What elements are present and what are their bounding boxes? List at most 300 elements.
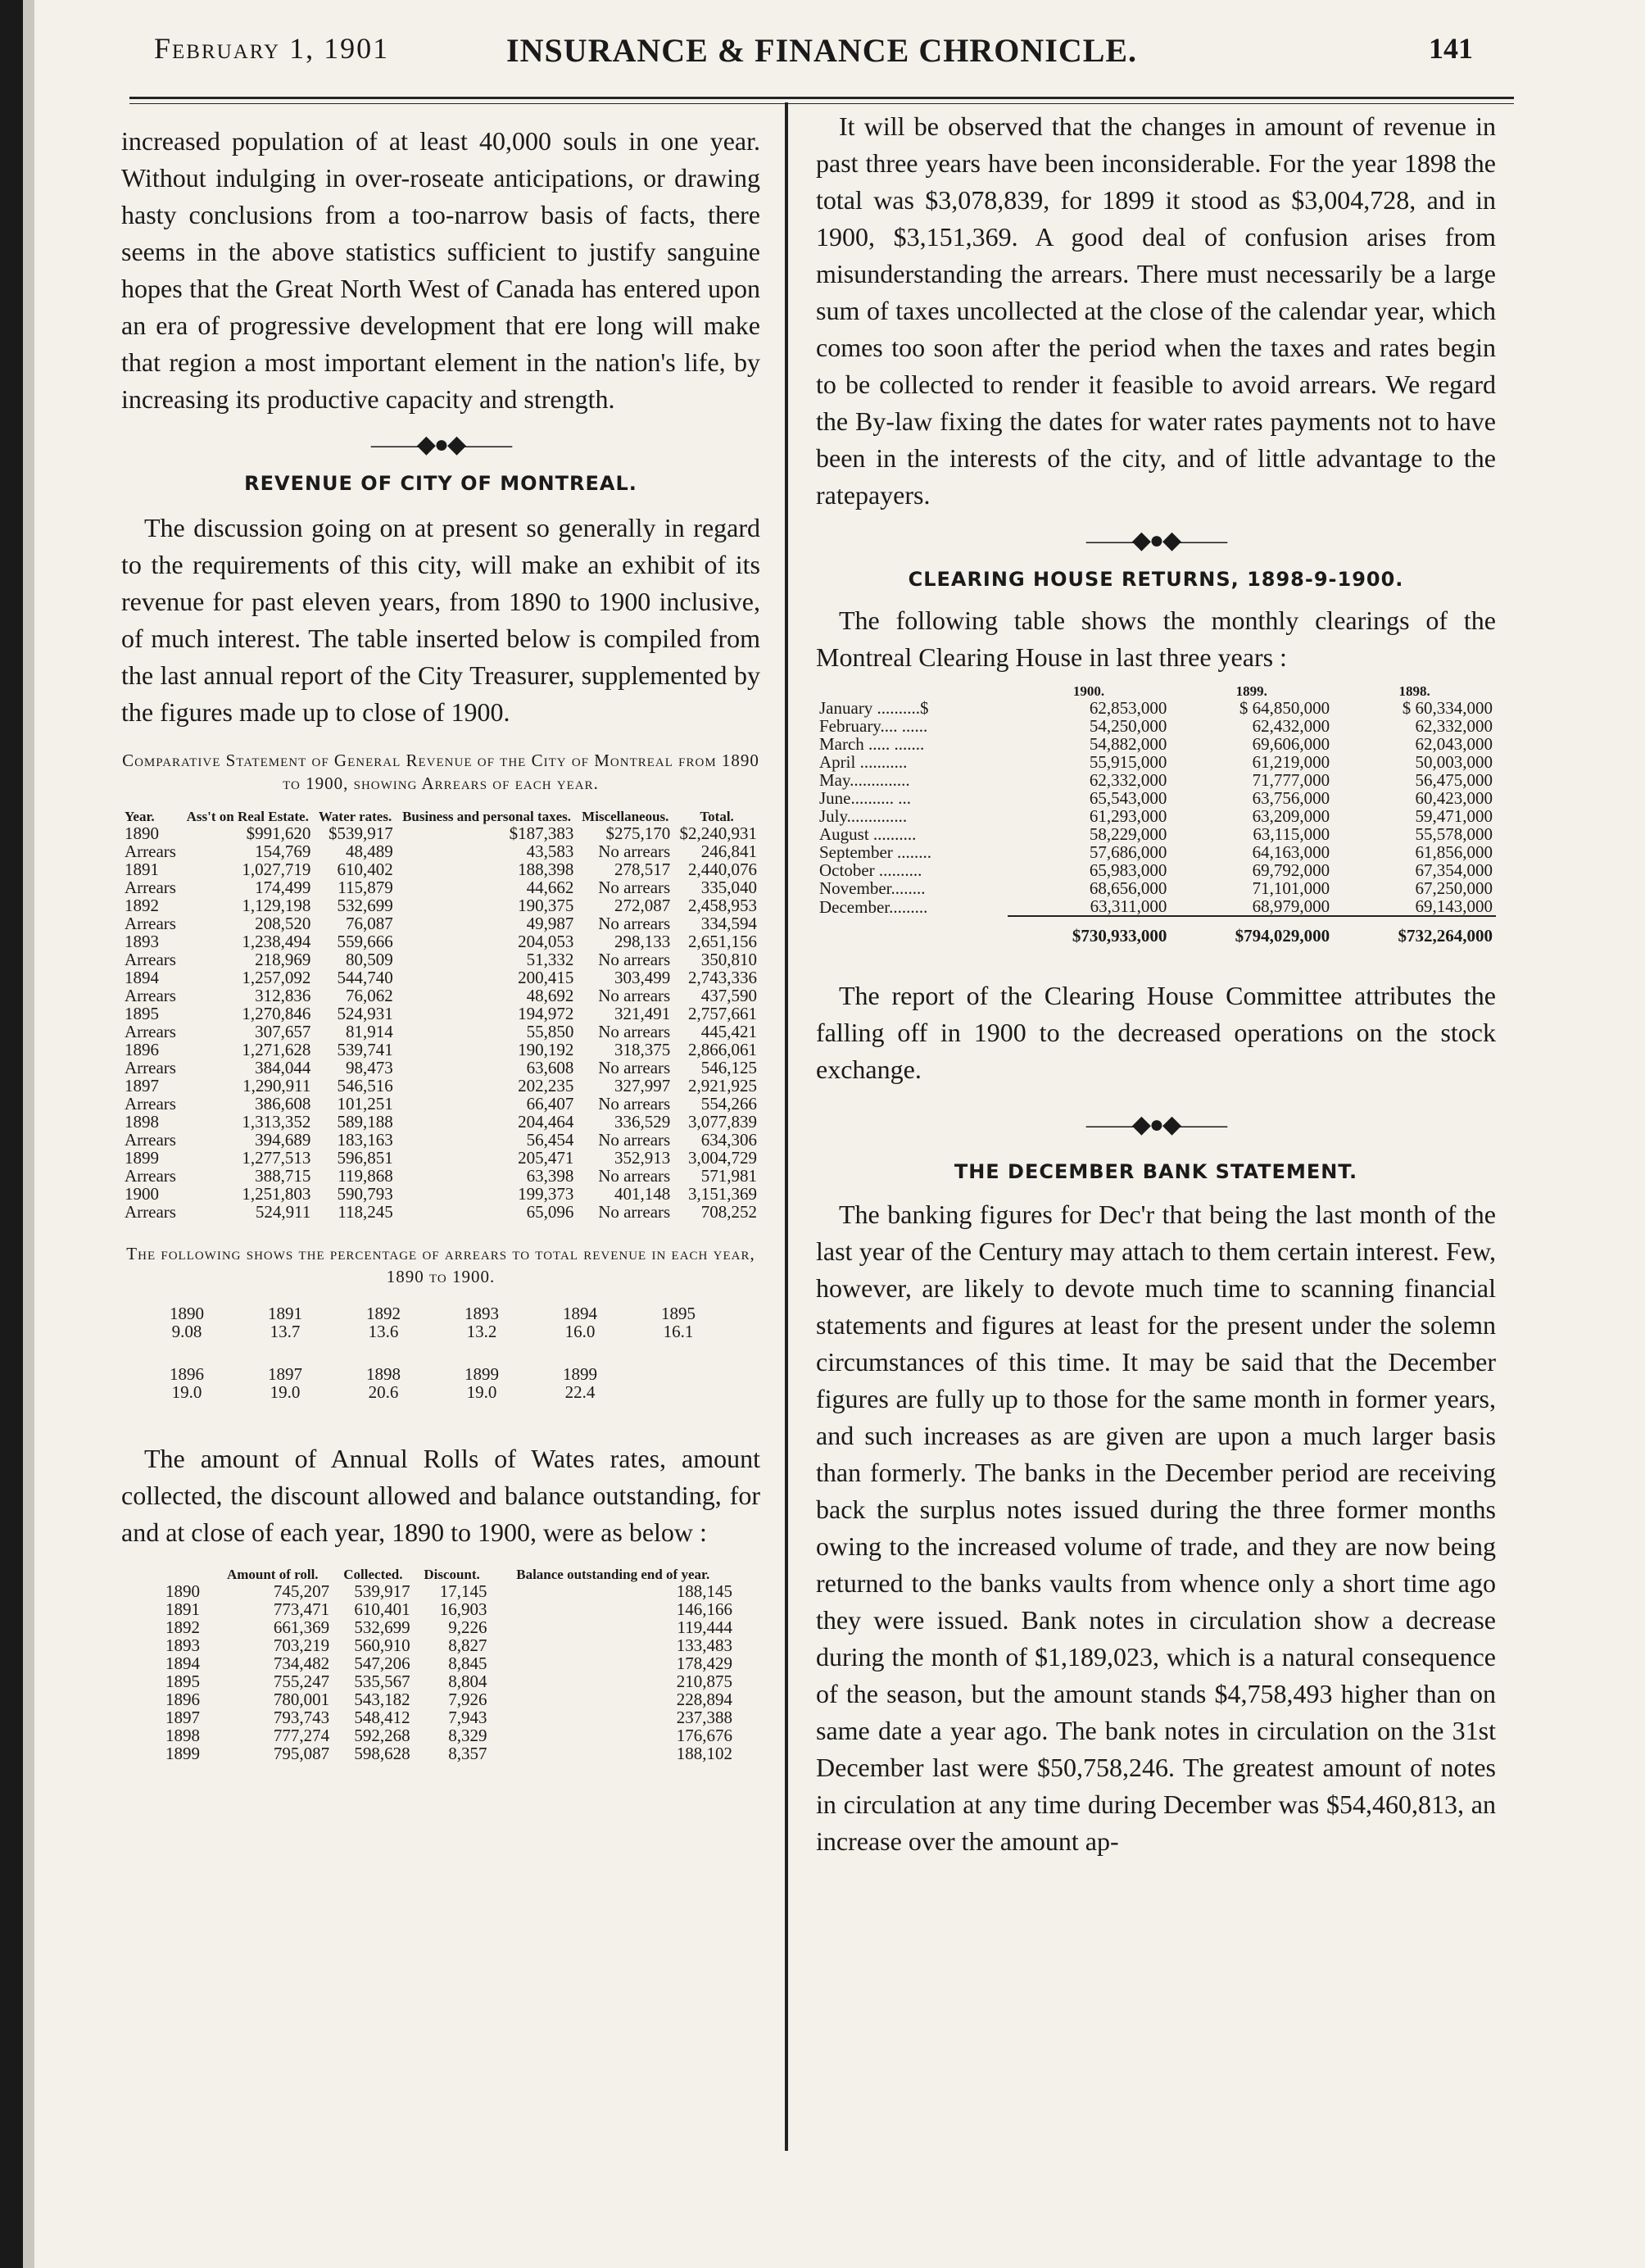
- row-label: July..............: [819, 806, 908, 826]
- table-cell: 321,491: [614, 1004, 671, 1023]
- row-label: Arrears: [125, 1094, 176, 1114]
- table-cell: 65,983,000: [1089, 860, 1167, 880]
- table-cell: 50,003,000: [1415, 752, 1493, 772]
- table-cell: 200,415: [518, 968, 574, 987]
- table-cell: 1,277,513: [242, 1148, 311, 1168]
- pct-year: 1897: [268, 1364, 302, 1384]
- table-cell: 546,125: [700, 1058, 757, 1077]
- table-cell: 115,879: [338, 878, 393, 897]
- table-cell: 178,429: [676, 1653, 732, 1673]
- table-row: [121, 824, 760, 842]
- row-label: Arrears: [125, 914, 176, 933]
- table-cell: 278,517: [614, 860, 671, 879]
- ornament-divider: ——◆●◆——: [370, 431, 511, 458]
- row-label: Arrears: [125, 878, 176, 897]
- table-cell: 194,972: [518, 1004, 574, 1023]
- table-cell: 388,715: [255, 1166, 311, 1186]
- table-row: [121, 1131, 760, 1149]
- table-cell: 63,608: [526, 1058, 574, 1077]
- table-cell: 69,606,000: [1252, 734, 1330, 754]
- revenue-continued-paragraph: It will be observed that the changes in amount of revenue in past three years have been inconsiderable. For the year 1898 the total was $3,078,839, for 1899 it stood as $3,004,728, and in 1900, $3,151,369. A good deal of confusion arises from misunderstanding the arrears. There must necessarily be a large sum of taxes uncollected at the close of the calendar year, which comes too soon after the period when the taxes and rates begin to be collected to render it feasible to avoid arrears. We regard the By-law fixing the dates for water rates payments not to have been in the interests of the city, and of little advantage to the ratepayers.: [816, 111, 1496, 510]
- header-rule: [129, 97, 1514, 99]
- pct-year: 1896: [170, 1364, 204, 1384]
- column-header: Ass't on Real Estate.: [186, 809, 309, 824]
- revenue-statement-table: [121, 810, 760, 1221]
- table-cell: 590,793: [337, 1184, 393, 1204]
- table-cell: 437,590: [700, 986, 757, 1005]
- table-cell: 745,207: [273, 1581, 330, 1601]
- revenue-heading: REVENUE OF CITY OF MONTREAL.: [244, 472, 637, 495]
- table-cell: 16,903: [439, 1599, 487, 1619]
- table-cell: 55,578,000: [1415, 824, 1493, 844]
- row-label: May..............: [819, 770, 910, 790]
- table-cell: 777,274: [273, 1726, 330, 1745]
- table-cell: 188,102: [676, 1744, 732, 1763]
- table-header-row: [162, 1567, 736, 1582]
- table-cell: 544,740: [337, 968, 393, 987]
- table-cell: 237,388: [676, 1708, 732, 1727]
- table-cell: 210,875: [676, 1672, 732, 1691]
- pct-value: 16.0: [564, 1322, 596, 1341]
- table-header-row: [121, 810, 760, 824]
- table-cell: $187,383: [509, 823, 574, 843]
- table-cell: 63,209,000: [1252, 806, 1330, 826]
- pct-value: 20.6: [368, 1382, 399, 1402]
- pct-year-row: [138, 1304, 727, 1322]
- table-cell: 598,628: [354, 1744, 410, 1763]
- table-cell: 60,423,000: [1415, 788, 1493, 808]
- column-header: 1899.: [1235, 683, 1267, 699]
- table-cell: 610,402: [337, 860, 393, 879]
- table-cell: No arrears: [598, 841, 671, 861]
- row-label: 1891: [125, 860, 159, 879]
- row-label: November........: [819, 878, 926, 898]
- table-cell: 352,913: [614, 1148, 671, 1168]
- table-row: [816, 699, 1496, 717]
- header-rule-thin: [129, 103, 1514, 104]
- totals-row: [816, 916, 1496, 945]
- table-cell: 80,509: [346, 950, 393, 969]
- table-row: [121, 878, 760, 896]
- table-cell: 69,143,000: [1415, 896, 1493, 916]
- table-cell: 312,836: [255, 986, 311, 1005]
- table-cell: 54,250,000: [1089, 716, 1167, 736]
- right-column: [816, 108, 1496, 1860]
- table-cell: $991,620: [246, 823, 311, 843]
- row-label: 1899: [165, 1744, 200, 1763]
- row-label: Arrears: [125, 1202, 176, 1222]
- row-label: February.... ......: [819, 716, 928, 736]
- table-cell: No arrears: [598, 914, 671, 933]
- table-cell: 1,129,198: [242, 896, 311, 915]
- table-cell: 307,657: [255, 1022, 311, 1041]
- row-label: Arrears: [125, 841, 176, 861]
- table-cell: 610,401: [354, 1599, 410, 1619]
- column-header: Water rates.: [318, 809, 392, 824]
- table-row: [816, 807, 1496, 825]
- pct-year: 1893: [464, 1304, 499, 1323]
- table-row: [162, 1600, 736, 1618]
- row-label: 1897: [165, 1708, 200, 1727]
- column-header: Discount.: [424, 1567, 480, 1582]
- table-cell: 188,398: [518, 860, 574, 879]
- table-row: [121, 1059, 760, 1077]
- table-cell: 336,529: [614, 1112, 671, 1132]
- table-cell: 2,743,336: [688, 968, 757, 987]
- revenue-paragraph: The discussion going on at present so generally in regard to the requirements of this city, will make an exhibit of its revenue for past eleven years, from 1890 to 1900 inclusive, of much interest. The table inserted below is compiled from the last annual report of the City Treasurer, supplemented by the figures made up to close of 1900.: [121, 513, 760, 727]
- arrears-percentage-table: [138, 1304, 727, 1401]
- row-label: 1897: [125, 1076, 159, 1095]
- table-cell: 539,917: [354, 1581, 410, 1601]
- newspaper-page: [23, 0, 1645, 2268]
- table-cell: $2,240,931: [679, 823, 757, 843]
- table-row: [121, 1203, 760, 1221]
- table-cell: No arrears: [598, 878, 671, 897]
- table-cell: 62,043,000: [1415, 734, 1493, 754]
- table-cell: 81,914: [346, 1022, 393, 1041]
- table-cell: 208,520: [255, 914, 311, 933]
- page-number: 141: [1429, 32, 1473, 65]
- table-cell: No arrears: [598, 1058, 671, 1077]
- column-header: Business and personal taxes.: [402, 809, 572, 824]
- column-header: Amount of roll.: [226, 1567, 319, 1582]
- table-cell: 708,252: [700, 1202, 757, 1222]
- table-cell: 44,662: [526, 878, 574, 897]
- table-cell: 661,369: [273, 1617, 330, 1637]
- table-cell: 7,926: [448, 1690, 487, 1709]
- table-cell: 1,313,352: [242, 1112, 311, 1132]
- table-cell: 65,543,000: [1089, 788, 1167, 808]
- row-label: 1894: [165, 1653, 200, 1673]
- page-edge: [23, 0, 34, 2268]
- row-label: 1896: [165, 1690, 200, 1709]
- table-cell: 8,804: [448, 1672, 487, 1691]
- water-rates-paragraph: The amount of Annual Rolls of Wates rates, amount collected, the discount allowed and balance outstanding, for and at close of each year, 1890 to 1900, were as below :: [121, 1444, 760, 1547]
- table-cell: 48,692: [526, 986, 574, 1005]
- table-cell: 445,421: [700, 1022, 757, 1041]
- table-row: [816, 717, 1496, 735]
- table-cell: 146,166: [676, 1599, 732, 1619]
- pct-year-row: [138, 1340, 727, 1383]
- row-label: 1893: [165, 1635, 200, 1655]
- pct-year: 1892: [366, 1304, 401, 1323]
- table-cell: 734,482: [273, 1653, 330, 1673]
- table-row: [121, 860, 760, 878]
- table-cell: 69,792,000: [1252, 860, 1330, 880]
- table-row: [121, 932, 760, 950]
- table-cell: 17,145: [439, 1581, 487, 1601]
- pct-value: 19.0: [171, 1382, 202, 1402]
- table-cell: 62,332,000: [1089, 770, 1167, 790]
- column-header: 1898.: [1398, 683, 1430, 699]
- table-cell: 68,656,000: [1089, 878, 1167, 898]
- row-label: June.......... ...: [819, 788, 911, 808]
- table-cell: 8,845: [448, 1653, 487, 1673]
- table-row: [121, 1185, 760, 1203]
- table-cell: 59,471,000: [1415, 806, 1493, 826]
- column-header: 1900.: [1072, 683, 1105, 699]
- row-label: 1891: [165, 1599, 200, 1619]
- table-cell: 780,001: [273, 1690, 330, 1709]
- table-cell: 7,943: [448, 1708, 487, 1727]
- pct-year: 1890: [170, 1304, 204, 1323]
- pct-value: 19.0: [466, 1382, 497, 1402]
- table-cell: No arrears: [598, 1094, 671, 1114]
- pct-value: 22.4: [564, 1382, 596, 1402]
- table-row: [816, 789, 1496, 807]
- clearing-report-paragraph: The report of the Clearing House Committee attributes the falling off in 1900 to the decreased operations on the stock exchange.: [816, 981, 1496, 1084]
- table-cell: No arrears: [598, 1166, 671, 1186]
- table-row: [816, 825, 1496, 843]
- table-cell: 8,827: [448, 1635, 487, 1655]
- table-cell: 43,583: [526, 841, 574, 861]
- total-cell: $794,029,000: [1170, 916, 1333, 945]
- percentage-caption: The following shows the percentage of arrears to total revenue in each year, 1890 to 1900.: [126, 1244, 755, 1286]
- pct-year: 1894: [563, 1304, 597, 1323]
- ornament-divider: ——◆●◆——: [1085, 527, 1226, 554]
- table-cell: 386,608: [255, 1094, 311, 1114]
- table-cell: 199,373: [518, 1184, 574, 1204]
- table-cell: 56,475,000: [1415, 770, 1493, 790]
- table-cell: 394,689: [255, 1130, 311, 1150]
- total-cell: $730,933,000: [1008, 916, 1171, 945]
- table-cell: 205,471: [518, 1148, 574, 1168]
- table-row: [162, 1726, 736, 1744]
- table-cell: 9,226: [448, 1617, 487, 1637]
- table-cell: 793,743: [273, 1708, 330, 1727]
- table-cell: 202,235: [518, 1076, 574, 1095]
- table-cell: 228,894: [676, 1690, 732, 1709]
- table-cell: 55,850: [526, 1022, 574, 1041]
- table-cell: 554,266: [700, 1094, 757, 1114]
- table-cell: 303,499: [614, 968, 671, 987]
- row-label: 1898: [165, 1726, 200, 1745]
- table-row: [162, 1708, 736, 1726]
- table-cell: 68,979,000: [1252, 896, 1330, 916]
- clearing-house-table: [816, 684, 1496, 945]
- table-cell: $275,170: [605, 823, 671, 843]
- table-cell: 755,247: [273, 1672, 330, 1691]
- column-header: Miscellaneous.: [582, 809, 669, 824]
- table-row: [121, 950, 760, 968]
- table-cell: 1,290,911: [242, 1076, 311, 1095]
- table-cell: 65,096: [526, 1202, 574, 1222]
- row-label: April ...........: [819, 752, 908, 772]
- table-row: [121, 896, 760, 914]
- table-cell: 62,332,000: [1415, 716, 1493, 736]
- column-header: Balance outstanding end of year.: [516, 1567, 710, 1582]
- table-cell: 532,699: [354, 1617, 410, 1637]
- table-cell: 56,454: [526, 1130, 574, 1150]
- table-row: [121, 1077, 760, 1095]
- row-label: October ..........: [819, 860, 922, 880]
- table-cell: 559,666: [337, 932, 393, 951]
- table-cell: 66,407: [526, 1094, 574, 1114]
- table-cell: 51,332: [526, 950, 574, 969]
- table-cell: No arrears: [598, 986, 671, 1005]
- table-cell: 1,251,803: [242, 1184, 311, 1204]
- table-cell: 532,699: [337, 896, 393, 915]
- row-label: Arrears: [125, 1058, 176, 1077]
- table-cell: 1,238,494: [242, 932, 311, 951]
- table-row: [121, 1113, 760, 1131]
- table-row: [162, 1618, 736, 1636]
- table-cell: 272,087: [614, 896, 671, 915]
- table-cell: No arrears: [598, 950, 671, 969]
- table-cell: 63,398: [526, 1166, 574, 1186]
- table-cell: 1,270,846: [242, 1004, 311, 1023]
- row-label: Arrears: [125, 950, 176, 969]
- table-row: [816, 897, 1496, 916]
- row-label: 1900: [125, 1184, 159, 1204]
- clearing-paragraph: The following table shows the monthly clearings of the Montreal Clearing House in last three years :: [816, 606, 1496, 672]
- table-cell: 3,077,839: [688, 1112, 757, 1132]
- table-row: [162, 1636, 736, 1654]
- table-cell: 62,853,000: [1089, 698, 1167, 718]
- table-cell: 2,757,661: [688, 1004, 757, 1023]
- table-row: [816, 771, 1496, 789]
- row-label: 1895: [125, 1004, 159, 1023]
- table-row: [162, 1690, 736, 1708]
- table-cell: 384,044: [255, 1058, 311, 1077]
- pct-value-row: [138, 1383, 727, 1401]
- table-cell: 183,163: [337, 1130, 393, 1150]
- table-cell: 101,251: [337, 1094, 393, 1114]
- table-cell: 592,268: [354, 1726, 410, 1745]
- row-label: 1890: [125, 823, 159, 843]
- table-cell: 8,329: [448, 1726, 487, 1745]
- table-cell: 58,229,000: [1089, 824, 1167, 844]
- table-cell: 55,915,000: [1089, 752, 1167, 772]
- bank-statement-paragraph: The banking figures for Dec'r that being the last month of the last year of the Century may attach to them certain interest. Few, however, are likely to devote much time to scanning financial statements and figures at least for the present under the solemn circumstances of this time. It may be said that the December figures are fully up to those for the same month in former years, and such increases as are given are upon a much larger basis than formerly. The banks in the December period are receiving back the surplus notes issued during the three former months owing to the increased volume of trade, and they are now being returned to the banks vaults from whence only a short time ago they were issued. Bank notes in circulation show a decrease during the month of $1,189,023, which is a natural consequence of the season, but the amount stands $4,758,493 higher than on same date a year ago. The bank notes in circulation on the 31st December last were $50,758,246. The greatest amount of notes in circulation at any time during December was $54,460,813, an increase over the amount ap-: [816, 1200, 1496, 1856]
- pct-value: 13.7: [270, 1322, 301, 1341]
- table-cell: 61,219,000: [1252, 752, 1330, 772]
- column-header: Total.: [700, 809, 734, 824]
- table-cell: 63,311,000: [1090, 896, 1167, 916]
- table-cell: 204,464: [518, 1112, 574, 1132]
- table-cell: 190,375: [518, 896, 574, 915]
- row-label: 1899: [125, 1148, 159, 1168]
- table-cell: $539,917: [329, 823, 393, 843]
- table-cell: 133,483: [676, 1635, 732, 1655]
- row-label: Arrears: [125, 1022, 176, 1041]
- table-cell: 61,293,000: [1089, 806, 1167, 826]
- publication-title: INSURANCE & FINANCE CHRONICLE.: [506, 32, 1138, 69]
- row-label: Arrears: [125, 986, 176, 1005]
- table-cell: 3,151,369: [688, 1184, 757, 1204]
- table-cell: 524,931: [337, 1004, 393, 1023]
- table-row: [162, 1654, 736, 1672]
- table-cell: $ 60,334,000: [1402, 698, 1493, 718]
- table-cell: 57,686,000: [1089, 842, 1167, 862]
- ornament-divider: ——◆●◆——: [1085, 1111, 1226, 1138]
- table-cell: 795,087: [273, 1744, 330, 1763]
- statement-caption: Comparative Statement of General Revenue of the City of Montreal from 1890 to 1900, showing Arrears of each year.: [122, 751, 759, 793]
- table-row: [121, 1167, 760, 1185]
- table-cell: 67,250,000: [1415, 878, 1493, 898]
- table-cell: No arrears: [598, 1022, 671, 1041]
- table-cell: 49,987: [526, 914, 574, 933]
- table-row: [121, 1005, 760, 1023]
- table-cell: 2,921,925: [688, 1076, 757, 1095]
- table-row: [121, 842, 760, 860]
- pct-value: 9.08: [171, 1322, 202, 1341]
- table-cell: 71,777,000: [1252, 770, 1330, 790]
- row-label: Arrears: [125, 1130, 176, 1150]
- table-cell: 64,163,000: [1252, 842, 1330, 862]
- column-header: [162, 1567, 212, 1582]
- table-row: [162, 1672, 736, 1690]
- table-cell: 62,432,000: [1252, 716, 1330, 736]
- table-cell: 318,375: [614, 1040, 671, 1059]
- table-cell: 524,911: [255, 1202, 311, 1222]
- table-row: [816, 735, 1496, 753]
- row-label: 1894: [125, 968, 159, 987]
- row-label: 1890: [165, 1581, 200, 1601]
- table-row: [121, 1095, 760, 1113]
- table-cell: 119,868: [338, 1166, 393, 1186]
- pct-value: 13.2: [466, 1322, 497, 1341]
- table-cell: 174,499: [255, 878, 311, 897]
- clearing-heading: CLEARING HOUSE RETURNS, 1898-9-1900.: [908, 568, 1404, 591]
- row-label: 1892: [165, 1617, 200, 1637]
- pct-year: 1891: [268, 1304, 302, 1323]
- table-cell: 54,882,000: [1089, 734, 1167, 754]
- table-cell: 176,676: [676, 1726, 732, 1745]
- table-cell: 3,004,729: [688, 1148, 757, 1168]
- table-cell: $ 64,850,000: [1239, 698, 1330, 718]
- water-rates-table: [162, 1567, 736, 1762]
- table-row: [816, 753, 1496, 771]
- table-cell: 589,188: [337, 1112, 393, 1132]
- table-cell: 61,856,000: [1415, 842, 1493, 862]
- row-label: Arrears: [125, 1166, 176, 1186]
- table-cell: 63,756,000: [1252, 788, 1330, 808]
- table-cell: 703,219: [273, 1635, 330, 1655]
- table-cell: 204,053: [518, 932, 574, 951]
- row-label: 1895: [165, 1672, 200, 1691]
- table-cell: 571,981: [700, 1166, 757, 1186]
- row-label: 1893: [125, 932, 159, 951]
- table-row: [162, 1744, 736, 1762]
- column-header: Collected.: [343, 1567, 403, 1582]
- table-cell: 98,473: [346, 1058, 393, 1077]
- table-cell: 71,101,000: [1252, 878, 1330, 898]
- issue-date: February 1, 1901: [154, 32, 390, 65]
- row-label: August ..........: [819, 824, 917, 844]
- table-header-row: [816, 684, 1496, 699]
- row-label: March ..... .......: [819, 734, 925, 754]
- total-cell: [816, 916, 1008, 945]
- table-cell: 1,027,719: [242, 860, 311, 879]
- pct-value: 13.6: [368, 1322, 399, 1341]
- table-cell: 48,489: [346, 841, 393, 861]
- table-cell: 596,851: [337, 1148, 393, 1168]
- table-cell: 63,115,000: [1253, 824, 1330, 844]
- table-cell: 67,354,000: [1415, 860, 1493, 880]
- table-cell: 634,306: [700, 1130, 757, 1150]
- table-row: [816, 879, 1496, 897]
- table-cell: 190,192: [518, 1040, 574, 1059]
- table-row: [121, 1023, 760, 1041]
- table-cell: No arrears: [598, 1130, 671, 1150]
- left-column: [121, 123, 760, 1762]
- intro-paragraph: increased population of at least 40,000 souls in one year. Without indulging in over-roseate anticipations, or drawing hasty conclusions from a too-narrow basis of facts, there seems in the above statistics sufficient to justify sanguine hopes that the Great North West of Canada has entered upon an era of progressive development that ere long will make that region a most important element in the nation's life, by increasing its productive capacity and strength.: [121, 126, 760, 414]
- table-row: [121, 1149, 760, 1167]
- table-cell: 76,087: [346, 914, 393, 933]
- column-header: Year.: [125, 809, 155, 824]
- pct-value: 16.1: [663, 1322, 694, 1341]
